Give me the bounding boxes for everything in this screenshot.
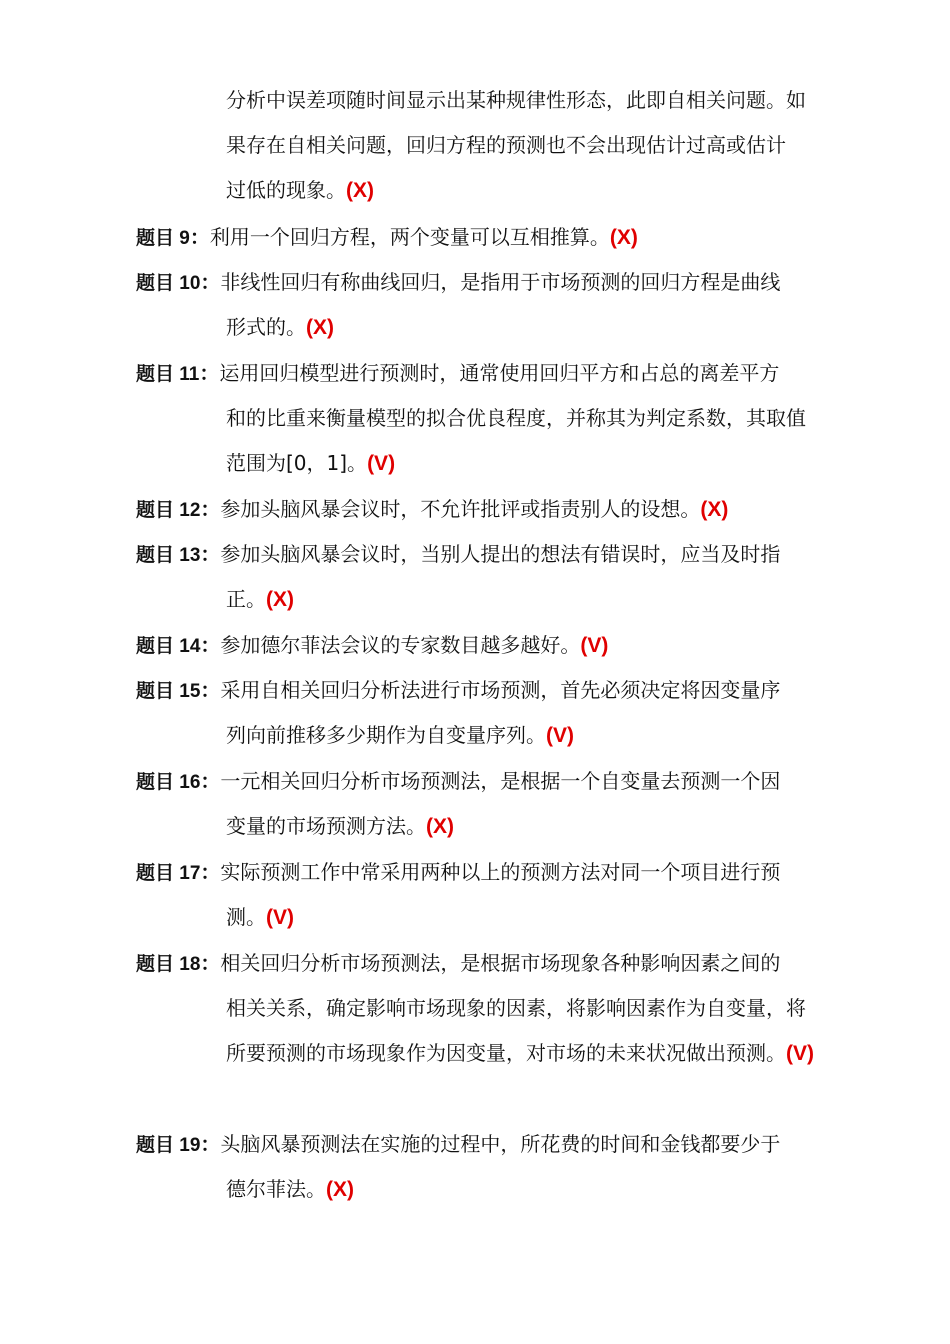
text-segment: 所要预测的市场现象作为因变量，对市场的未来状况做出预测。 bbox=[226, 1041, 786, 1065]
question-16 bbox=[136, 759, 876, 849]
question-label: 题目 16 bbox=[136, 772, 201, 793]
text-line bbox=[136, 78, 876, 123]
text-segment: 德尔菲法。 bbox=[226, 1177, 326, 1201]
text-segment: 分析中误差项随时间显示出某种规律性形态，此即自相关问题。如 bbox=[226, 88, 806, 112]
text-segment: 测。 bbox=[226, 905, 266, 929]
label-colon: ： bbox=[199, 361, 220, 385]
text-line bbox=[136, 986, 876, 1031]
label-colon: ： bbox=[200, 270, 221, 294]
answer-mark: (X) bbox=[609, 226, 638, 249]
question-10 bbox=[136, 260, 876, 350]
question-label: 题目 12 bbox=[136, 500, 201, 521]
question-label: 题目 14 bbox=[136, 636, 201, 657]
answer-mark: (X) bbox=[266, 588, 294, 611]
question-13 bbox=[136, 532, 876, 622]
text-segment: 参加德尔菲法会议的专家数目越多越好。 bbox=[220, 633, 581, 657]
answer-mark: (X) bbox=[700, 498, 729, 521]
text-line bbox=[136, 850, 876, 895]
label-colon: ： bbox=[189, 225, 210, 249]
text-segment: 头脑风暴预测法在实施的过程中，所花费的时间和金钱都要少于 bbox=[220, 1132, 781, 1156]
text-segment: 列向前推移多少期作为自变量序列。 bbox=[226, 723, 546, 747]
question-label: 题目 9 bbox=[136, 228, 190, 249]
text-segment: 参加头脑风暴会议时，不允许批评或指责别人的设想。 bbox=[220, 497, 701, 521]
text-segment: 果存在自相关问题，回归方程的预测也不会出现估计过高或估计 bbox=[226, 133, 786, 157]
question-label: 题目 15 bbox=[136, 681, 201, 702]
text-segment: 实际预测工作中常采用两种以上的预测方法对同一个项目进行预 bbox=[220, 860, 781, 884]
question-19 bbox=[136, 1122, 876, 1212]
answer-mark: (X) bbox=[426, 815, 454, 838]
text-segment: 过低的现象。 bbox=[226, 178, 346, 202]
text-line bbox=[136, 577, 876, 622]
text-line bbox=[136, 260, 876, 305]
answer-mark: (V) bbox=[580, 634, 609, 657]
question-label: 题目 18 bbox=[136, 954, 201, 975]
answer-mark: (V) bbox=[786, 1042, 814, 1065]
text-line bbox=[136, 941, 876, 986]
text-line bbox=[136, 168, 876, 213]
question-18 bbox=[136, 941, 876, 1076]
text-line bbox=[136, 396, 876, 441]
text-segment: 和的比重来衡量模型的拟合优良程度，并称其为判定系数，其取值 bbox=[226, 406, 806, 430]
text-line bbox=[136, 215, 876, 260]
text-segment: 利用一个回归方程，两个变量可以互相推算。 bbox=[209, 225, 610, 249]
question-label: 题目 17 bbox=[136, 863, 201, 884]
text-line bbox=[136, 1031, 876, 1076]
question-14 bbox=[136, 623, 876, 668]
question-12 bbox=[136, 487, 876, 532]
text-segment: 范围为[0，1]。 bbox=[226, 451, 368, 475]
answer-mark: (X) bbox=[306, 316, 334, 339]
text-line bbox=[136, 895, 876, 940]
answer-mark: (V) bbox=[266, 906, 294, 929]
text-line bbox=[136, 1167, 876, 1212]
text-segment: 一元相关回归分析市场预测法，是根据一个自变量去预测一个因 bbox=[220, 769, 781, 793]
question-label: 题目 19 bbox=[136, 1135, 201, 1156]
question-15 bbox=[136, 668, 876, 758]
text-segment: 形式的。 bbox=[226, 315, 306, 339]
answer-mark: (X) bbox=[326, 1178, 354, 1201]
text-segment: 运用回归模型进行预测时，通常使用回归平方和占总的离差平方 bbox=[219, 361, 780, 385]
text-line bbox=[136, 759, 876, 804]
label-colon: ： bbox=[200, 678, 221, 702]
label-colon: ： bbox=[200, 542, 221, 566]
text-line bbox=[136, 305, 876, 350]
text-line bbox=[136, 623, 876, 668]
label-colon: ： bbox=[200, 769, 221, 793]
question-label: 题目 10 bbox=[136, 273, 201, 294]
question-11 bbox=[136, 351, 876, 486]
text-line bbox=[136, 668, 876, 713]
intro-continuation bbox=[136, 78, 876, 213]
text-line bbox=[136, 713, 876, 758]
question-label: 题目 13 bbox=[136, 545, 201, 566]
question-17 bbox=[136, 850, 876, 940]
text-segment: 非线性回归有称曲线回归，是指用于市场预测的回归方程是曲线 bbox=[220, 270, 781, 294]
text-line bbox=[136, 123, 876, 168]
text-segment: 正。 bbox=[226, 587, 266, 611]
text-segment: 相关回归分析市场预测法，是根据市场现象各种影响因素之间的 bbox=[220, 951, 781, 975]
text-line bbox=[136, 1122, 876, 1167]
text-segment: 采用自相关回归分析法进行市场预测，首先必须决定将因变量序 bbox=[220, 678, 781, 702]
answer-mark: (V) bbox=[546, 724, 574, 747]
text-line bbox=[136, 532, 876, 577]
text-segment: 相关关系，确定影响市场现象的因素，将影响因素作为自变量，将 bbox=[226, 996, 806, 1020]
text-line bbox=[136, 441, 876, 486]
text-segment: 变量的市场预测方法。 bbox=[226, 814, 426, 838]
question-9 bbox=[136, 215, 876, 260]
text-line bbox=[136, 804, 876, 849]
text-segment: 参加头脑风暴会议时，当别人提出的想法有错误时，应当及时指 bbox=[220, 542, 781, 566]
label-colon: ： bbox=[200, 860, 221, 884]
answer-mark: (V) bbox=[367, 452, 396, 475]
label-colon: ： bbox=[200, 633, 221, 657]
label-colon: ： bbox=[200, 1132, 221, 1156]
text-line bbox=[136, 351, 876, 396]
answer-mark: (X) bbox=[346, 179, 374, 202]
label-colon: ： bbox=[200, 951, 221, 975]
text-line bbox=[136, 487, 876, 532]
label-colon: ： bbox=[200, 497, 221, 521]
question-label: 题目 11 bbox=[136, 364, 200, 385]
